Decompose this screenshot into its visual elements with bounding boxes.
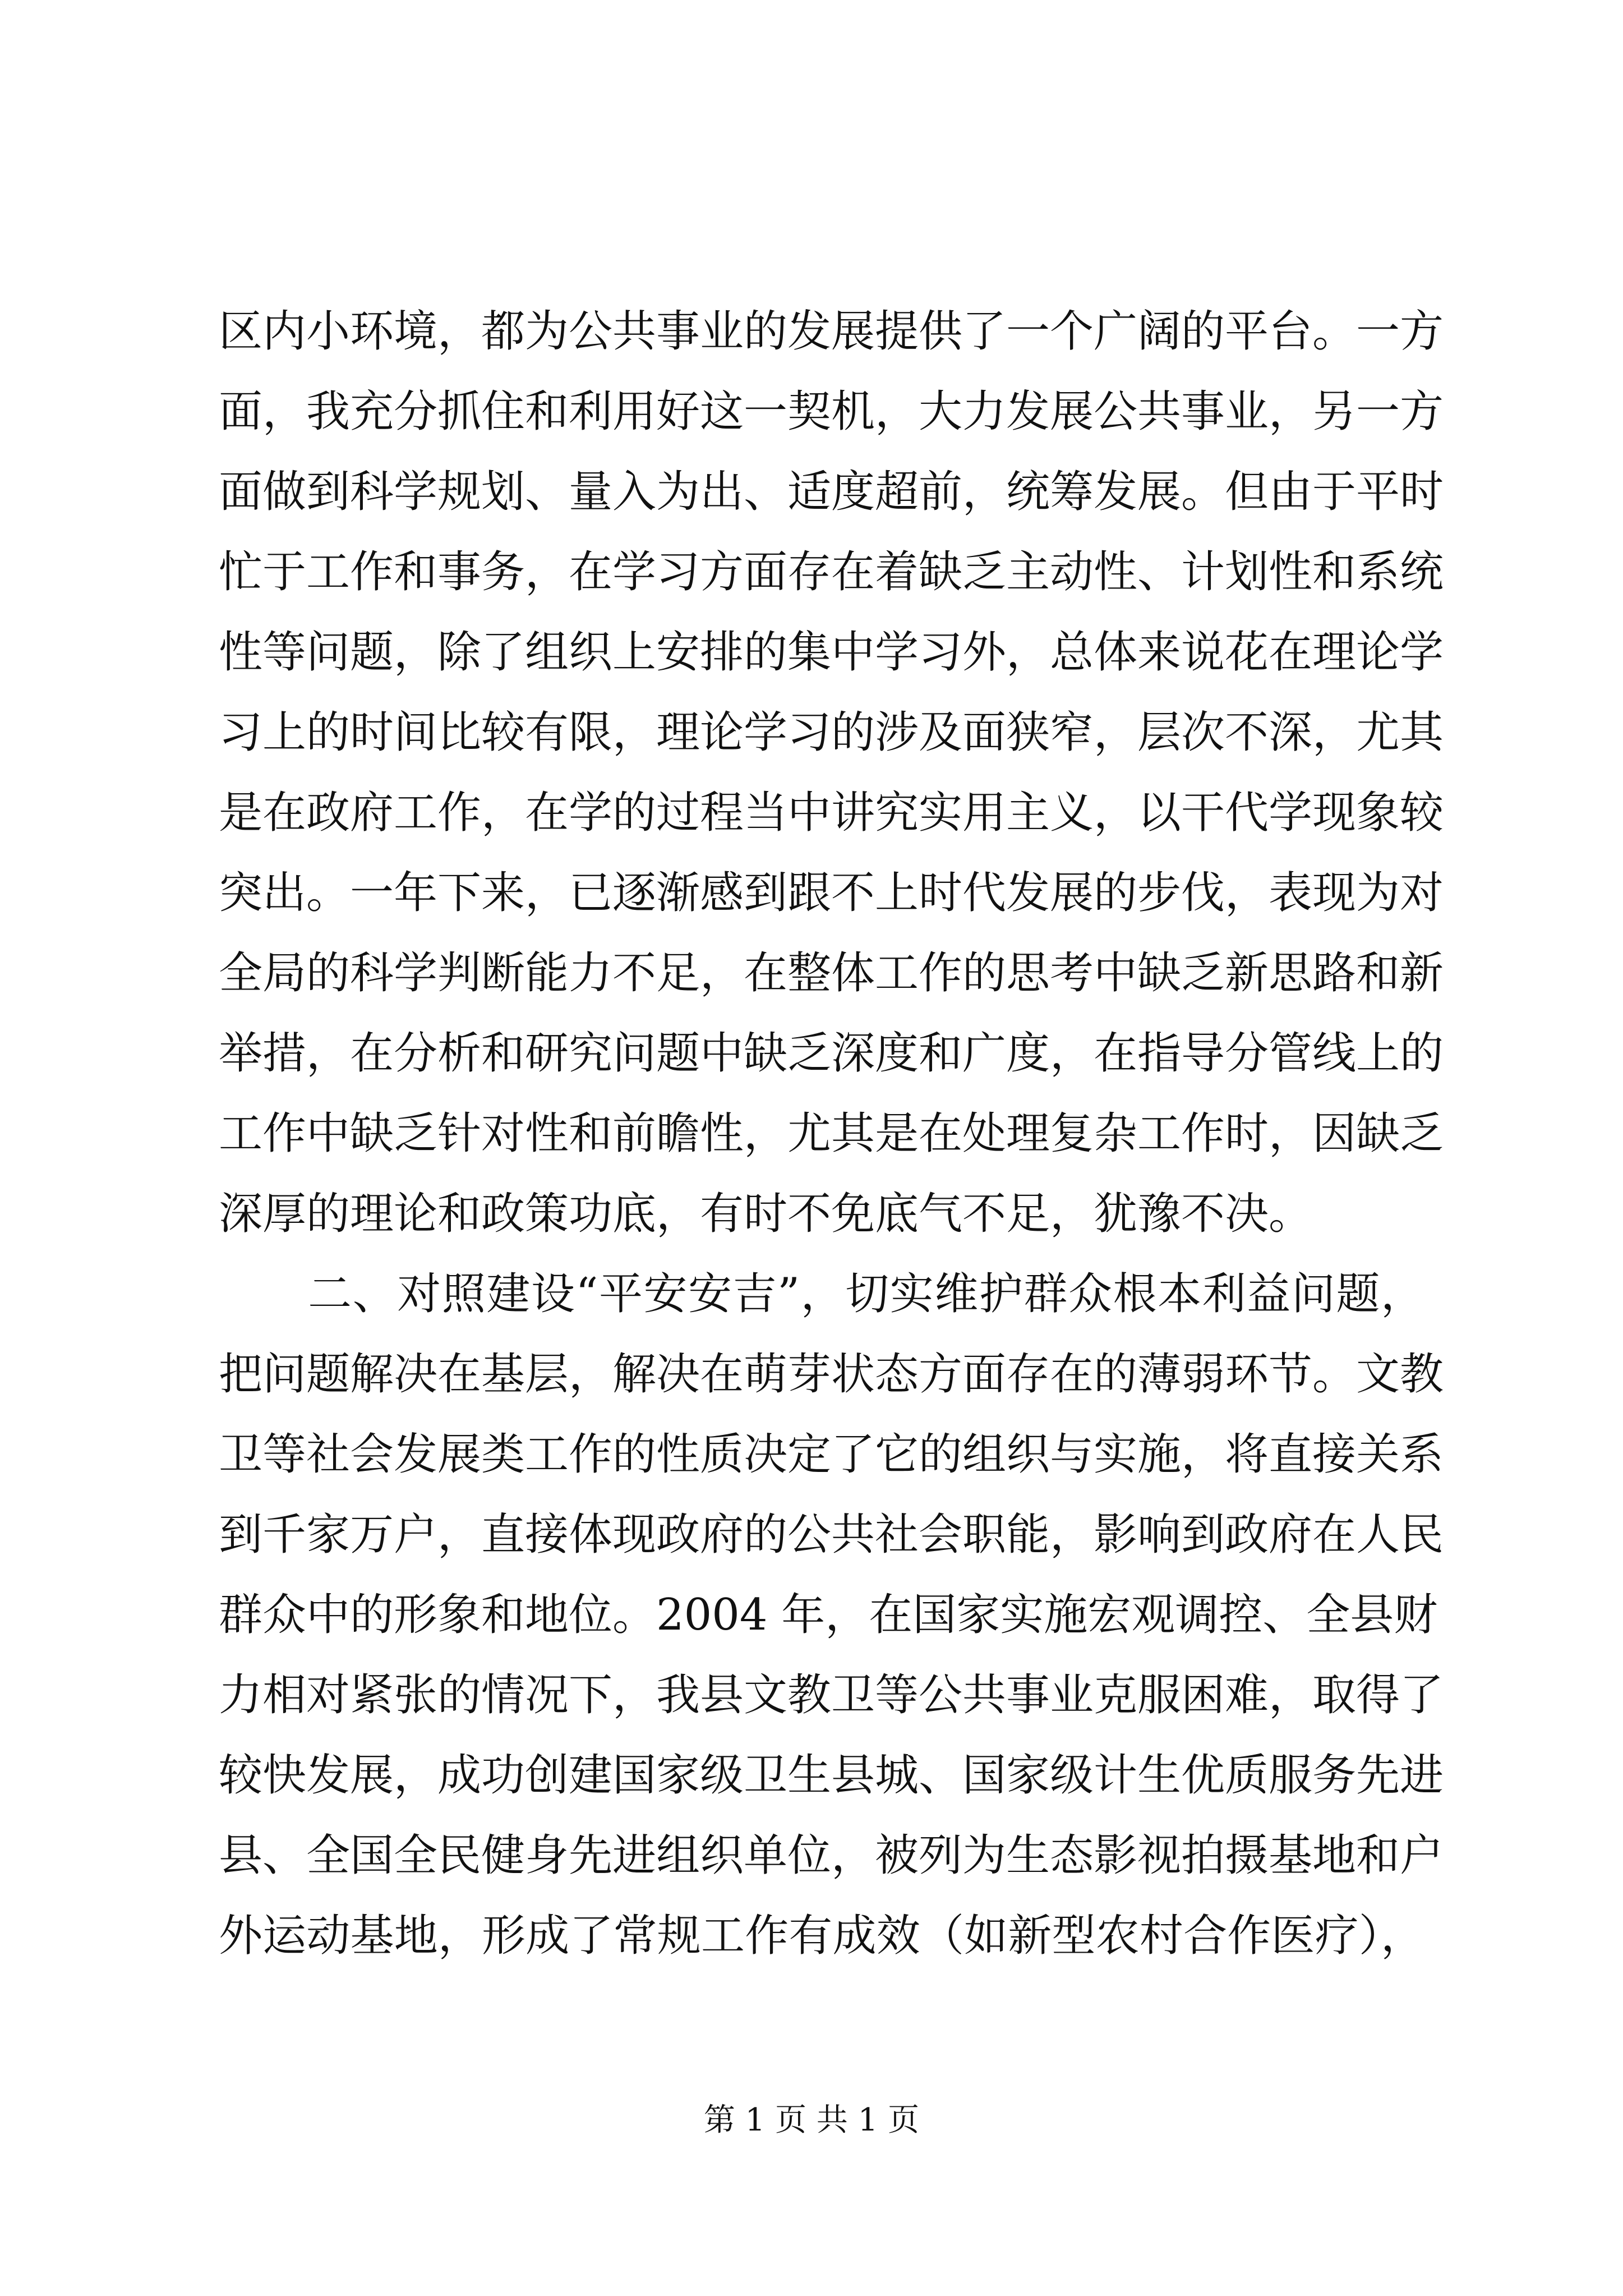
text-line: 区内小环境，都为公共事业的发展提供了一个广阔的平台。一方 [219,306,1444,357]
text-line: 全局的科学判断能力不足，在整体工作的思考中缺乏新思路和新 [219,948,1444,999]
text-line: 举措，在分析和研究问题中缺乏深度和广度，在指导分管线上的 [219,1028,1444,1079]
text-line: 忙于工作和事务，在学习方面存在着缺乏主动性、计划性和系统 [219,547,1444,597]
text-line: 群众中的形象和地位。2004 年，在国家实施宏观调控、全县财 [219,1590,1438,1640]
text-line: 深厚的理论和政策功底，有时不免底气不足，犹豫不决。 [219,1189,1313,1239]
body-text [219,292,1444,1976]
text-line: 县、全国全民健身先进组织单位，被列为生态影视拍摄基地和户 [219,1830,1444,1881]
text-line: 面，我充分抓住和利用好这一契机，大力发展公共事业，另一方 [219,386,1444,437]
page-number: 第 1 页 共 1 页 [703,2102,920,2138]
text-line: 把问题解决在基层，解决在萌芽状态方面存在的薄弱环节。文教 [219,1349,1444,1400]
text-line: 较快发展，成功创建国家级卫生县城、国家级计生优质服务先进 [219,1750,1444,1801]
text-line: 到千家万户，直接体现政府的公共社会职能，影响到政府在人民 [219,1510,1444,1560]
text-line: 突出。一年下来，已逐渐感到跟不上时代发展的步伐，表现为对 [219,868,1444,918]
text-line: 二、对照建设“平安安吉”，切实维护群众根本利益问题， [219,1269,1424,1319]
text-line: 习上的时间比较有限，理论学习的涉及面狭窄，层次不深，尤其 [219,707,1444,758]
text-line: 力相对紧张的情况下，我县文教卫等公共事业克服困难，取得了 [219,1670,1444,1720]
text-line: 卫等社会发展类工作的性质决定了它的组织与实施，将直接关系 [219,1429,1444,1480]
text-line: 性等问题，除了组织上安排的集中学习外，总体来说花在理论学 [219,627,1444,678]
page-footer [0,2095,1623,2140]
text-line: 外运动基地，形成了常规工作有成效（如新型农村合作医疗）， [219,1911,1424,1961]
text-line: 面做到科学规划、量入为出、适度超前，统筹发展。但由于平时 [219,467,1444,517]
text-line: 工作中缺乏针对性和前瞻性，尤其是在处理复杂工作时，因缺乏 [219,1108,1444,1159]
text-line: 是在政府工作，在学的过程当中讲究实用主义，以干代学现象较 [219,788,1444,838]
